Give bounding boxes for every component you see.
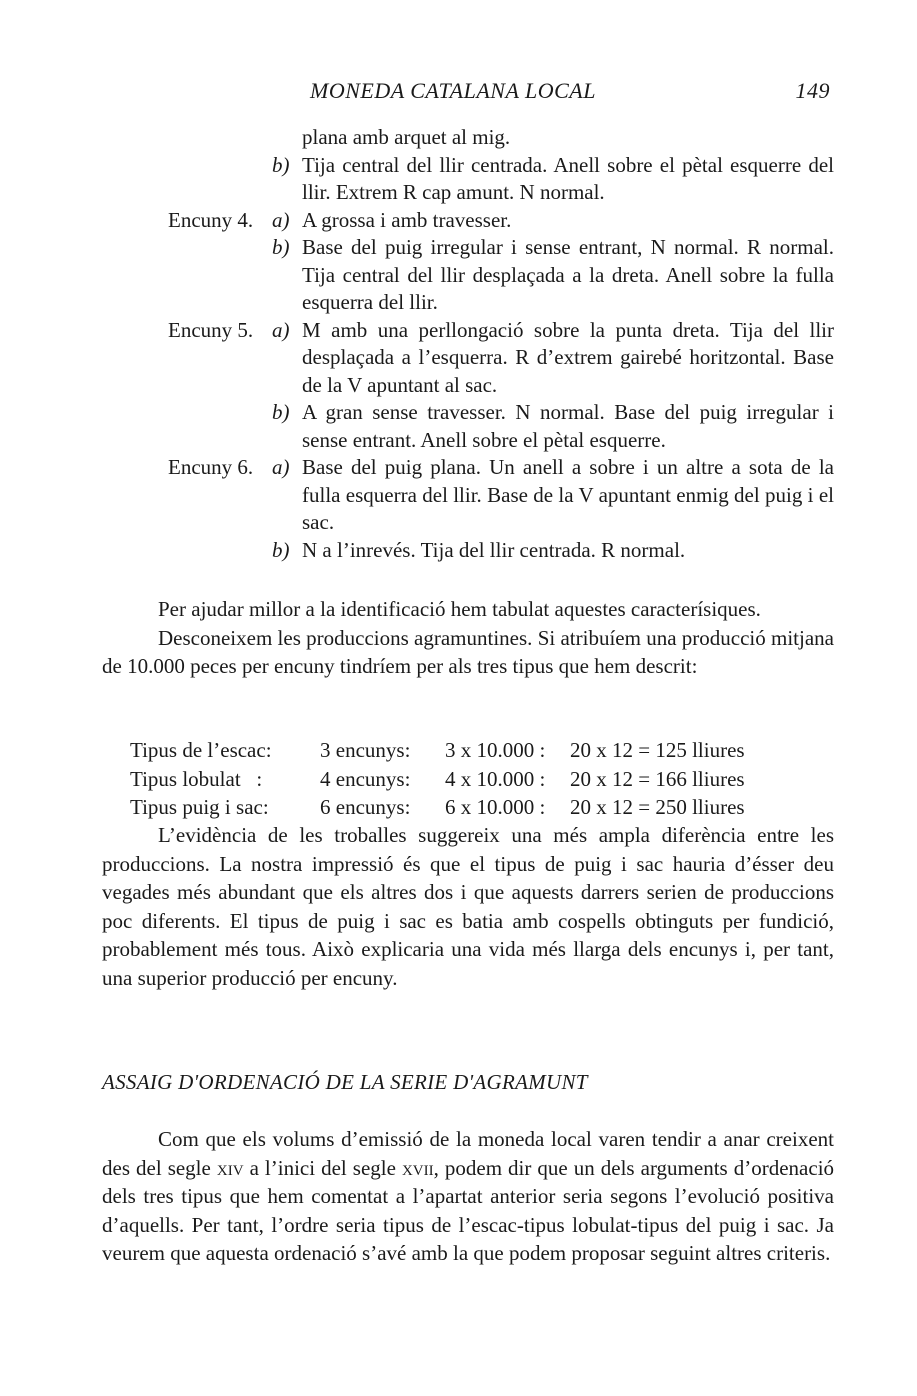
description-row <box>168 124 834 152</box>
variant-letter: b) <box>272 537 290 562</box>
table-cell-pounds: 20 x 12 = 250 lliures <box>570 795 745 819</box>
table-cell-pieces: 4 x 10.000 : <box>445 766 546 791</box>
die-label: Encuny 6. <box>168 455 254 479</box>
die-label: Encuny 4. <box>168 207 254 232</box>
running-header <box>310 78 830 104</box>
paragraph: Per ajudar millor a la identificació hem tabulat aquestes caracterísiques. <box>158 597 761 621</box>
description-text: plana amb arquet al mig. <box>302 125 511 149</box>
description-row <box>168 152 834 207</box>
variant-letter <box>272 124 302 152</box>
table-cell-pounds: 20 x 12 = 125 lliures <box>570 738 745 762</box>
text-run: Com que els volums d’emissió de la moneda local varen tendir a anar creixent des del segle <box>102 1127 834 1180</box>
description-text: A gran sense travesser. N normal. Base del puig irregular i sense entrant. Anell sobre el pètal esquerre. <box>302 400 834 452</box>
table-cell-type: Tipus puig i sac: <box>130 795 269 819</box>
die-descriptions <box>168 124 834 564</box>
variant-letter: a) <box>272 207 290 232</box>
table-cell-pounds: 20 x 12 = 166 lliures <box>570 766 745 791</box>
die-label <box>168 124 272 152</box>
table-cell-dies: 3 encunys: <box>320 738 411 762</box>
table-cell-pieces: 3 x 10.000 : <box>445 738 546 762</box>
description-text: Tija central del llir centrada. Anell sobre el pètal esquerre del llir. Extrem R cap amunt. N normal. <box>302 152 834 204</box>
text-run: , podem dir que un dels arguments d’ordenació dels tres tipus que hem comentat a l’apartat anterior seria segons l’evolució positiva d’aquells. Per tant, l’ordre seria tipus de l’escac-tipus lobulat-tipus del puig i sac. Ja veurem que aquesta ordenació s’avé amb la que podem proposar seguint altres criteris. <box>102 1155 835 1265</box>
die-label <box>168 399 272 454</box>
running-title: MONEDA CATALANA LOCAL <box>310 78 596 103</box>
description-row <box>168 234 834 317</box>
paragraph: L’evidència de les troballes suggereix una més ampla diferència entre les produccions. La nostra impressió és que el tipus de puig i sac hauria d’ésser deu vegades més abundant que els altres dos i que aquests darrers serien de produccions poc diferents. El tipus de puig i sac es batia amb cospells obtinguts per fundició, probablement més tous. Això explicaria una vida més llarga dels encunys i, per tant, una superior producció per encuny. <box>102 823 834 990</box>
variant-letter: b) <box>272 400 290 424</box>
evidence-paragraph <box>102 821 834 992</box>
page-number: 149 <box>795 78 830 103</box>
die-label <box>168 234 272 317</box>
description-row <box>168 399 834 454</box>
description-row <box>168 207 834 235</box>
description-text: M amb una perllongació sobre la punta dreta. Tija del llir desplaçada a l’esquerra. R d’extrem gairebé horitzontal. Base de la V apuntant al sac. <box>302 317 834 397</box>
table-cell-pieces: 6 x 10.000 : <box>445 795 546 819</box>
intro-paragraphs <box>102 595 834 681</box>
table-row <box>130 736 810 765</box>
table-cell-type: Tipus de l’escac: <box>130 738 272 762</box>
die-label <box>168 152 272 207</box>
section-heading: ASSAIG D'ORDENACIÓ DE LA SERIE D'AGRAMUNT <box>102 1070 588 1094</box>
table-cell-type: Tipus lobulat : <box>130 766 263 791</box>
description-row <box>168 537 834 565</box>
description-text: Base del puig irregular i sense entrant, N normal. R normal. Tija central del llir desplaçada a la dreta. Anell sobre la fulla esquerra del llir. <box>302 235 834 314</box>
die-label: Encuny 5. <box>168 317 254 342</box>
table-row <box>130 793 810 822</box>
paragraph <box>102 1125 834 1268</box>
description-row <box>168 317 834 400</box>
die-label <box>168 537 272 565</box>
description-row <box>168 454 834 537</box>
description-text: A grossa i amb travesser. <box>302 207 512 232</box>
paragraph: Desconeixem les produccions agramuntines. Si atribuíem una producció mitjana de 10.000 peces per encuny tindríem per als tres tipus que hem descrit: <box>102 625 834 678</box>
variant-letter: b) <box>272 152 290 177</box>
table-row <box>130 765 810 794</box>
table-cell-dies: 4 encunys: <box>320 766 411 791</box>
century-numeral: xiv <box>216 1155 244 1180</box>
variant-letter: a) <box>272 455 290 479</box>
variant-letter: b) <box>272 235 290 259</box>
century-numeral: xvii <box>401 1155 434 1180</box>
description-text: Base del puig plana. Un anell a sobre i un altre a sota de la fulla esquerra del llir. Base de la V apuntant enmig del puig i el sac. <box>302 455 834 534</box>
section-paragraph <box>102 1125 834 1268</box>
description-text: N a l’inrevés. Tija del llir centrada. R normal. <box>302 537 686 562</box>
variant-letter: a) <box>272 317 290 342</box>
production-table <box>130 736 810 822</box>
table-cell-dies: 6 encunys: <box>320 795 411 819</box>
text-run: a l’inici del segle <box>249 1155 396 1180</box>
